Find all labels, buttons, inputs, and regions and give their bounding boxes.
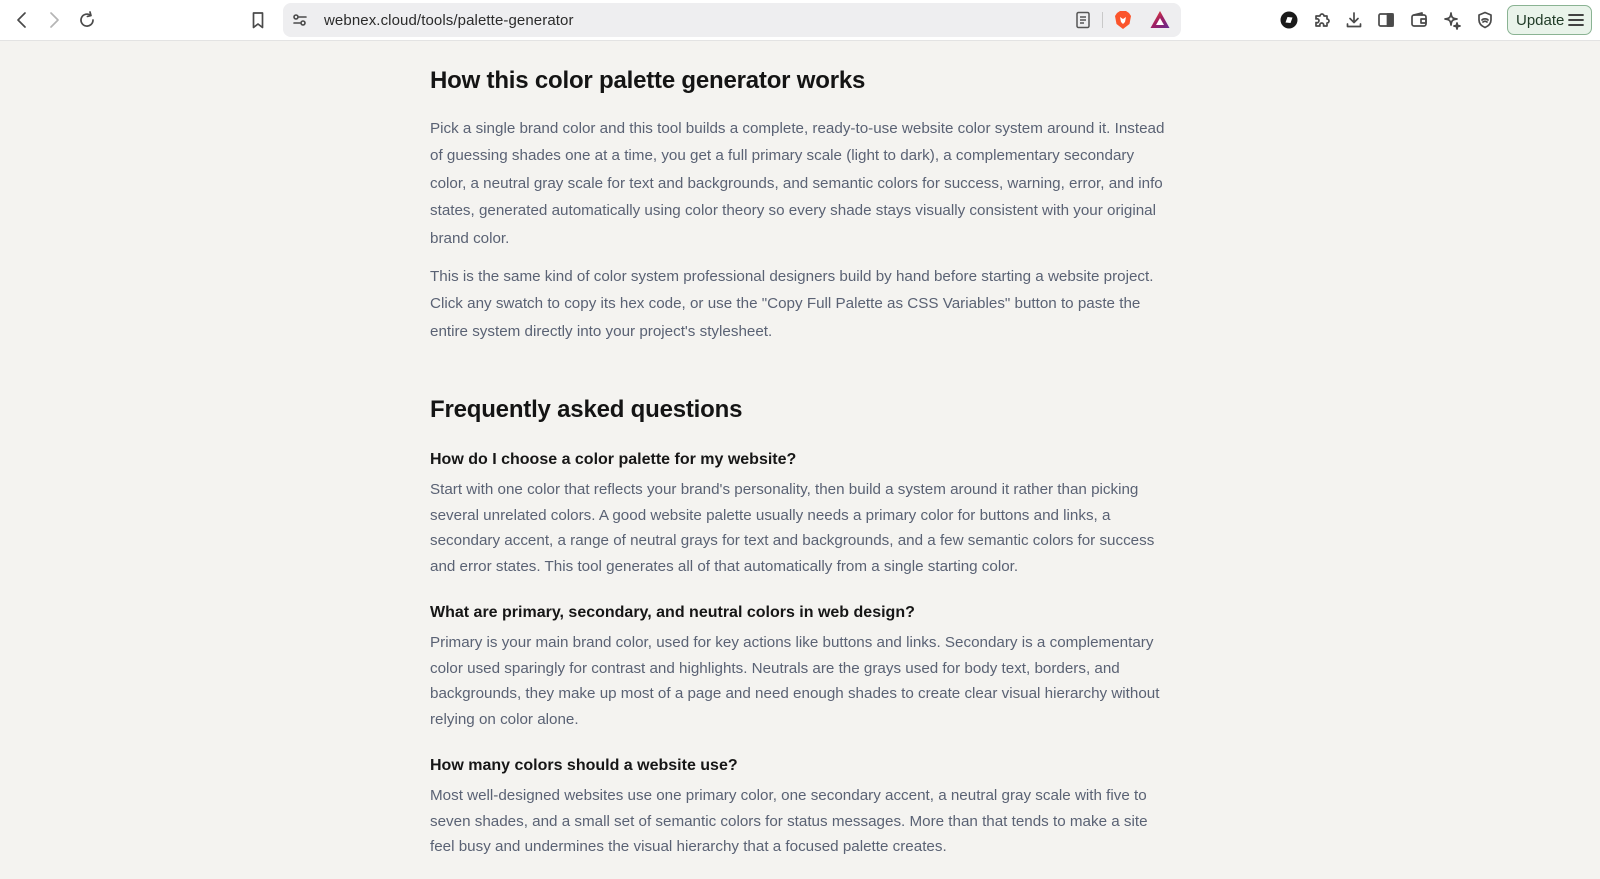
update-button[interactable] bbox=[1507, 5, 1592, 35]
url-text[interactable]: webnex.cloud/tools/palette-generator bbox=[324, 12, 574, 29]
site-settings-icon[interactable] bbox=[291, 11, 309, 29]
hamburger-menu-icon[interactable] bbox=[1567, 13, 1585, 27]
how-it-works-paragraph-1: Pick a single brand color and this tool builds a complete, ready-to-use website color system around it. Instead of guessing shades one at a time, you get a full primary scale (light to dark), a complementary secondary color, a neutral gray scale for text and backgrounds, and semantic colors for success, warning, error, and info states, generated automatically using color theory so every shade stays visually consistent with your original brand color. bbox=[430, 120, 1165, 247]
faq-question-3: How many colors should a website use? bbox=[430, 757, 738, 774]
brave-rewards-icon[interactable] bbox=[1149, 9, 1171, 31]
reload-icon[interactable] bbox=[73, 6, 101, 34]
faq-answer-1: Start with one color that reflects your brand's personality, then build a system around it rather than picking several unrelated colors. A good website palette usually needs a primary color for buttons and links, a secondary accent, a range of neutral grays for text and backgrounds, and a few semantic colors for success and error states. This tool generates all of that automatically from a single starting color. bbox=[430, 481, 1155, 575]
ai-sparkle-icon[interactable] bbox=[1438, 6, 1466, 34]
wallet-icon[interactable] bbox=[1405, 6, 1433, 34]
extensions-puzzle-icon[interactable] bbox=[1308, 6, 1336, 34]
browser-toolbar bbox=[0, 0, 1600, 41]
faq-answer-3: Most well-designed websites use one primary color, one secondary accent, a neutral gray scale with five to seven shades, and a small set of semantic colors for status messages. More than that tends to make a site feel busy and undermines the visual hierarchy that a focused palette creates. bbox=[430, 787, 1148, 856]
vpn-shield-icon[interactable] bbox=[1471, 6, 1499, 34]
sidebar-icon[interactable] bbox=[1372, 6, 1400, 34]
how-it-works-paragraph-2: This is the same kind of color system professional designers build by hand before starting a website project. Click any swatch to copy its hex code, or use the "Copy Full Palette as CSS Variables" button to paste the entire system directly into your project's stylesheet. bbox=[430, 268, 1154, 340]
reader-mode-icon[interactable] bbox=[1073, 10, 1093, 30]
update-label: Update bbox=[1516, 11, 1565, 29]
faq-question-2: What are primary, secondary, and neutral colors in web design? bbox=[430, 604, 915, 621]
back-arrow-icon[interactable] bbox=[8, 6, 36, 34]
bookmark-icon[interactable] bbox=[244, 6, 272, 34]
faq-answer-2: Primary is your main brand color, used for key actions like buttons and links. Secondary is a complementary color used sparingly for contrast and highlights. Neutrals are the grays used for body text, borders, and backgrounds, they make up most of a page and need enough shades to create clear visual hierarchy without relying on color alone. bbox=[430, 634, 1160, 728]
section-heading-how-it-works: How this color palette generator works bbox=[430, 67, 866, 94]
faq-question-1: How do I choose a color palette for my website? bbox=[430, 451, 797, 468]
brave-shields-icon[interactable] bbox=[1112, 9, 1134, 31]
address-bar-divider bbox=[1102, 12, 1103, 28]
extension-leo-icon[interactable] bbox=[1275, 6, 1303, 34]
address-bar[interactable] bbox=[283, 3, 1181, 37]
article-content bbox=[430, 41, 1170, 879]
forward-arrow-icon[interactable] bbox=[40, 6, 68, 34]
download-icon[interactable] bbox=[1340, 6, 1368, 34]
section-heading-faq: Frequently asked questions bbox=[430, 396, 743, 423]
